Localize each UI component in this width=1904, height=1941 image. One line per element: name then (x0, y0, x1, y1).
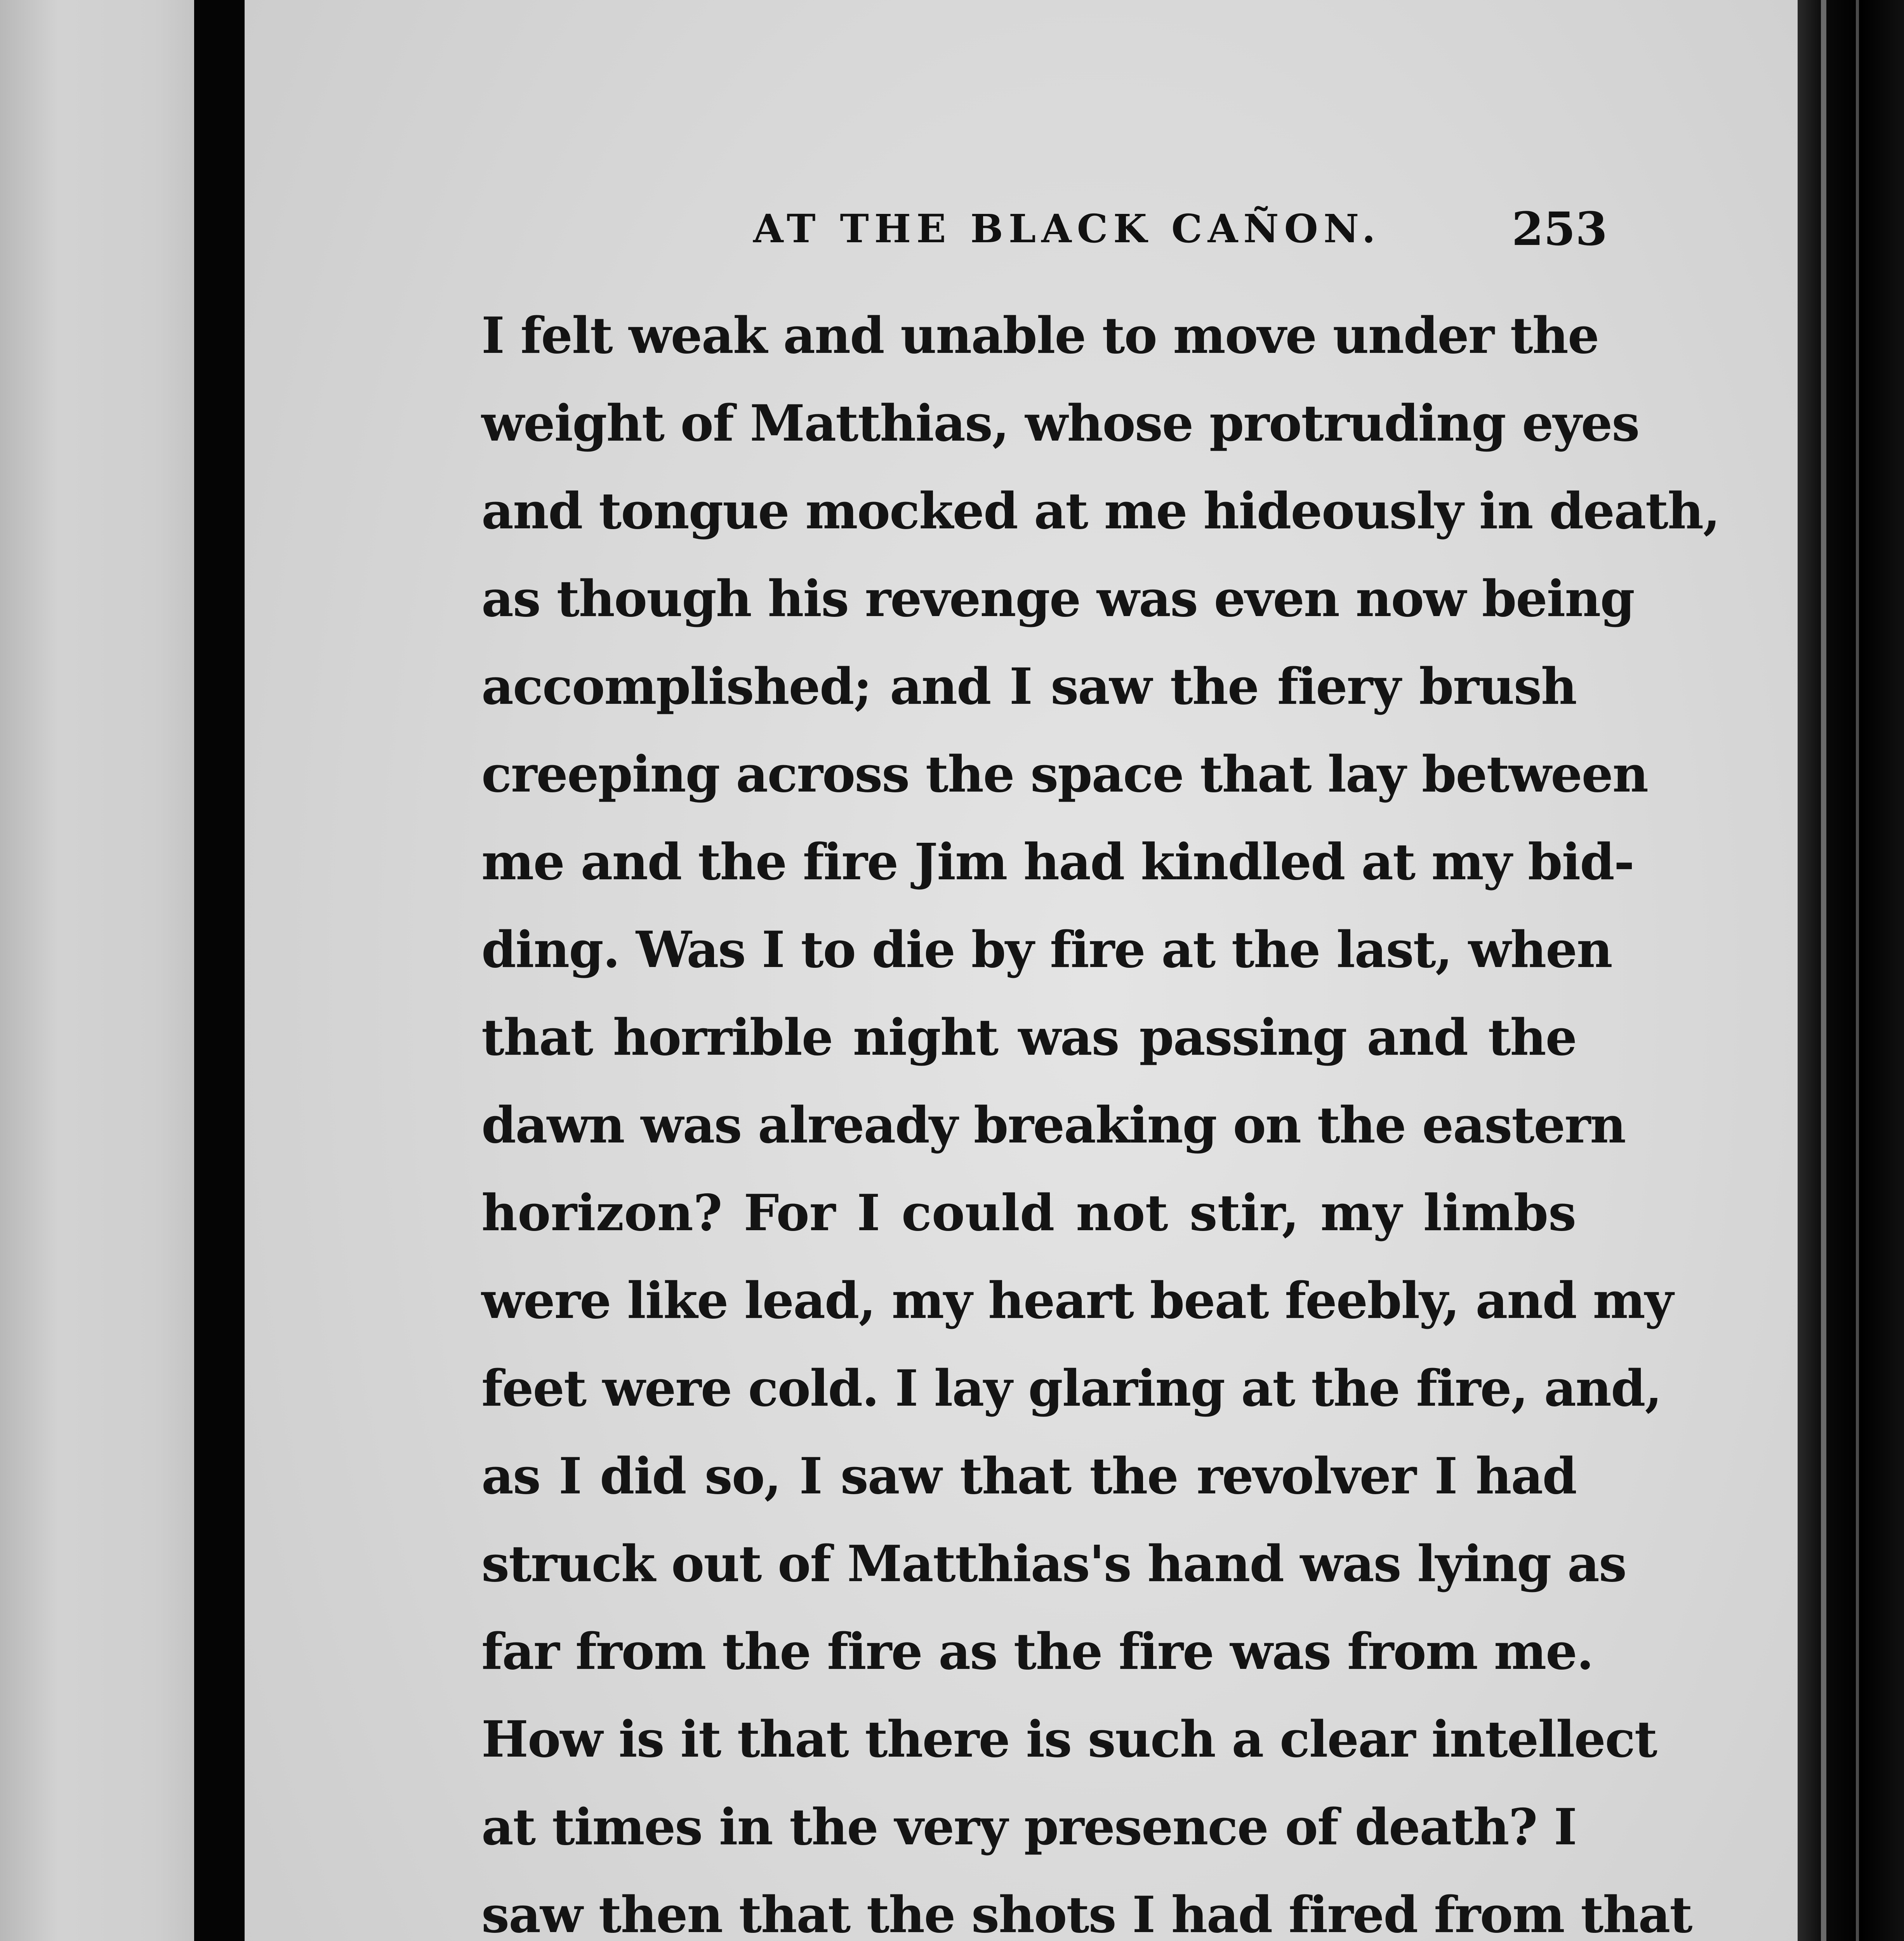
text-line: I felt weak and unable to move under the (481, 307, 1599, 365)
page-number: 253 (1511, 202, 1607, 256)
body-text (481, 307, 1720, 1941)
text-line: ding. Was I to die by fire at the last, when (481, 921, 1612, 979)
text-line: creeping across the space that lay between (481, 745, 1648, 804)
text-line: at times in the very presence of death? I (481, 1798, 1576, 1856)
text-line: far from the fire as the fire was from me. (481, 1623, 1593, 1681)
text-line: dawn was already breaking on the eastern (481, 1096, 1626, 1155)
book-gutter (194, 0, 245, 1941)
text-line: saw then that the shots I had fired from that (481, 1886, 1692, 1941)
facing-page-edge (0, 0, 194, 1941)
text-line: horizon? For I could not stir, my limbs (481, 1184, 1576, 1242)
page-edge-right (1798, 0, 1904, 1941)
text-line: were like lead, my heart beat feebly, and my (481, 1272, 1673, 1330)
text-line: How is it that there is such a clear intellect (481, 1710, 1657, 1769)
text-line: accomplished; and I saw the fiery brush (481, 658, 1576, 716)
text-line: as I did so, I saw that the revolver I had (481, 1447, 1576, 1505)
text-line: weight of Matthias, whose protruding eyes (481, 394, 1639, 453)
running-title: AT THE BLACK CAÑON. (753, 206, 1381, 252)
text-line: as though his revenge was even now being (481, 570, 1634, 628)
text-line: feet were cold. I lay glaring at the fire, and, (481, 1359, 1661, 1418)
text-line: and tongue mocked at me hideously in death, (481, 482, 1720, 540)
text-line: struck out of Matthias's hand was lying as (481, 1535, 1626, 1593)
text-line: me and the fire Jim had kindled at my bid- (481, 833, 1634, 891)
text-line: that horrible night was passing and the (481, 1009, 1576, 1067)
running-head (505, 202, 1631, 256)
